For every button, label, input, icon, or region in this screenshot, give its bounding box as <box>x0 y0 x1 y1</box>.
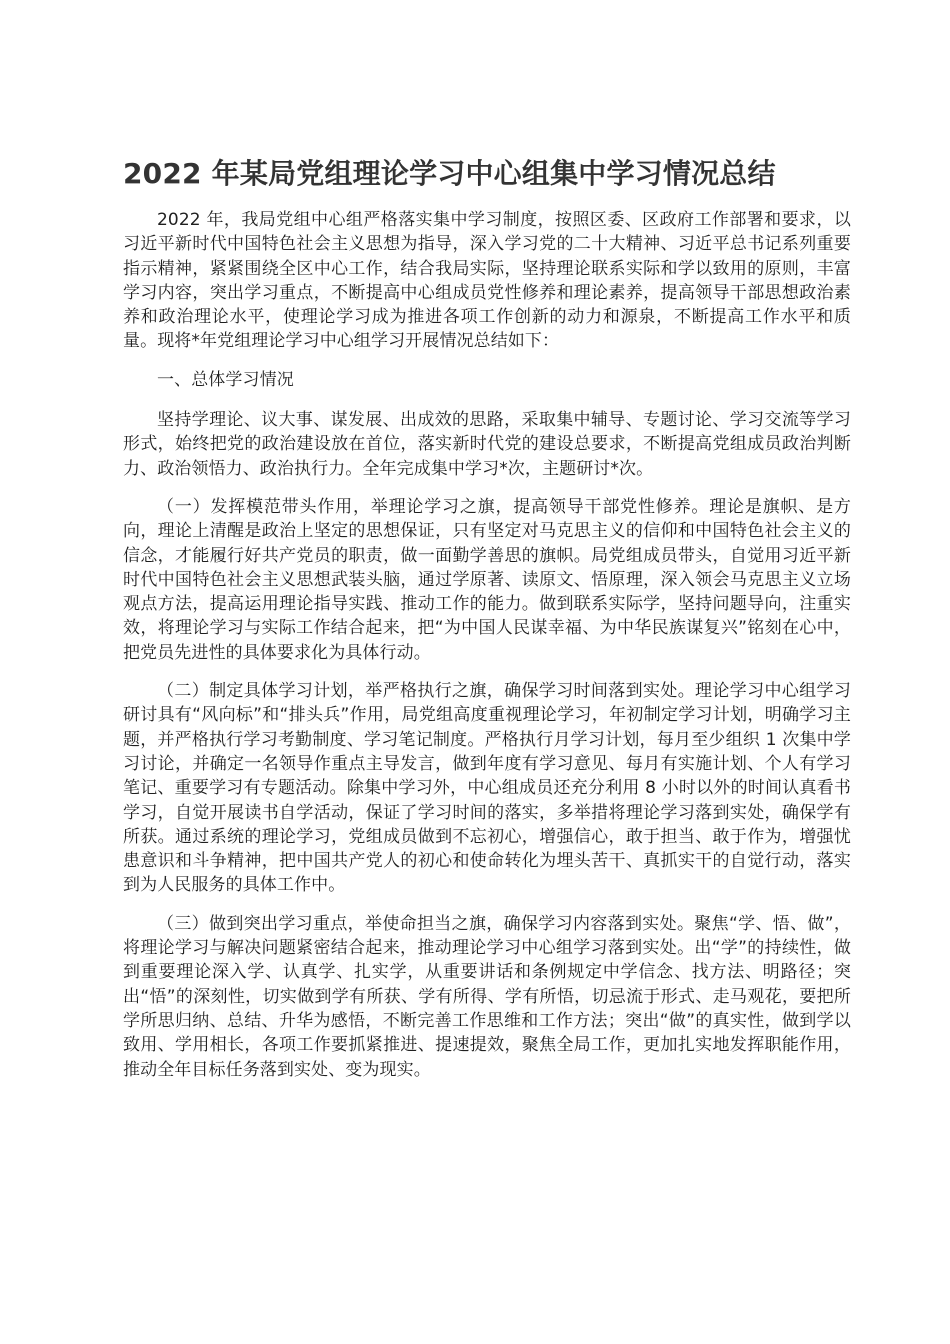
paragraph-overall: 坚持学理论、议大事、谋发展、出成效的思路，采取集中辅导、专题讨论、学习交流等学习形式，始终把党的政治建设放在首位，落实新时代党的建设总要求，不断提高党组成员政治判断力、政治领悟力、政治执行力。全年完成集中学习*次，主题研讨*次。 <box>123 410 851 479</box>
paragraph-point-2: （二）制定具体学习计划，举严格执行之旗，确保学习时间落到实处。理论学习中心组学习研讨具有“风向标”和“排头兵”作用，局党组高度重视理论学习，年初制定学习计划，明确学习主题，并严格执行学习考勤制度、学习笔记制度。严格执行月学习计划，每月至少组织 1 次集中学习讨论，并确定一名领导作重点主导发言，做到年度有学习意见、每月有实施计划、个人有学习笔记、重要学习有专题活动。除集中学习外，中心组成员还充分利用 8 小时以外的时间认真看书学习，自觉开展读书自学活动，保证了学习时间的落实，多举措将理论学习落到实处，确保学有所获。通过系统的理论学习，党组成员做到不忘初心，增强信心，敢于担当、敢于作为，增强忧患意识和斗争精神，把中国共产党人的初心和使命转化为埋头苦干、真抓实干的自觉行动，落实到为人民服务的具体工作中。 <box>123 681 851 896</box>
section-heading-overall: 一、总体学习情况 <box>157 369 294 390</box>
document-title: 2022 年某局党组理论学习中心组集中学习情况总结 <box>123 157 776 190</box>
paragraph-point-3: （三）做到突出学习重点，举使命担当之旗，确保学习内容落到实处。聚焦“学、悟、做”，将理论学习与解决问题紧密结合起来，推动理论学习中心组学习落到实处。出“学”的持续性，做到重要理论深入学、认真学、扎实学，从重要讲话和条例规定中学信念、找方法、明路径；突出“悟”的深刻性，切实做到学有所获、学有所得、学有所悟，切忌流于形式、走马观花，要把所学所思归纳、总结、升华为感悟，不断完善工作思维和工作方法；突出“做”的真实性，做到学以致用、学用相长，各项工作要抓紧推进、提速提效，聚焦全局工作，更加扎实地发挥职能作用，推动全年目标任务落到实处、变为现实。 <box>123 913 851 1080</box>
paragraph-point-1: （一）发挥模范带头作用，举理论学习之旗，提高领导干部党性修养。理论是旗帜、是方向，理论上清醒是政治上坚定的思想保证，只有坚定对马克思主义的信仰和中国特色社会主义的信念，才能履行好共产党员的职责，做一面勤学善思的旗帜。局党组成员带头，自觉用习近平新时代中国特色社会主义思想武装头脑，通过学原著、读原文、悟原理，深入领会马克思主义立场观点方法，提高运用理论指导实践、推动工作的能力。做到联系实际学，坚持问题导向，注重实效，将理论学习与实际工作结合起来，把“为中国人民谋幸福、为中华民族谋复兴”铭刻在心中，把党员先进性的具体要求化为具体行动。 <box>123 496 851 663</box>
paragraph-intro: 2022 年，我局党组中心组严格落实集中学习制度，按照区委、区政府工作部署和要求，以习近平新时代中国特色社会主义思想为指导，深入学习党的二十大精神、习近平总书记系列重要指示精神，紧紧围绕全区中心工作，结合我局实际，坚持理论联系实际和学以致用的原则，丰富学习内容，突出学习重点，不断提高中心组成员党性修养和理论素养，提高领导干部思想政治素养和政治理论水平，使理论学习成为推进各项工作创新的动力和源泉，不断提高工作水平和质量。现将*年党组理论学习中心组学习开展情况总结如下： <box>123 210 851 352</box>
document-body <box>123 208 851 1096</box>
